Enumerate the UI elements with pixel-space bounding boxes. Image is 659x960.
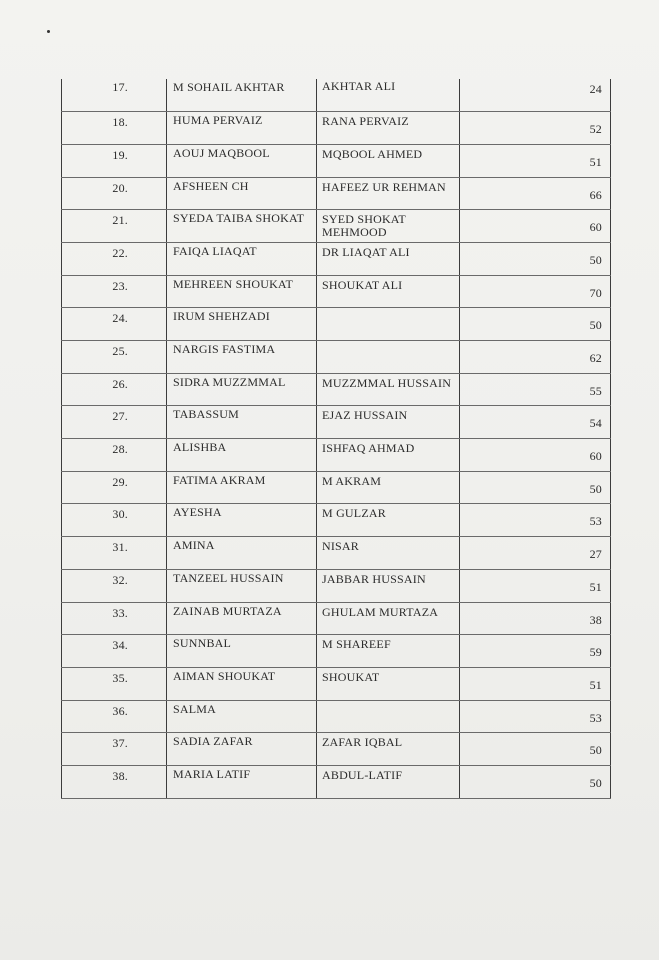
serial-number-cell: 35. xyxy=(62,667,167,700)
father-name-cell: M GULZAR xyxy=(317,504,460,537)
father-name-cell: AKHTAR ALI xyxy=(317,79,460,112)
father-name-cell xyxy=(317,341,460,374)
father-name-cell: EJAZ HUSSAIN xyxy=(317,406,460,439)
serial-number-cell: 17. xyxy=(62,79,167,112)
father-name-cell: SHOUKAT xyxy=(317,667,460,700)
student-name-cell: AFSHEEN CH xyxy=(167,177,317,210)
father-name-cell: SHOUKAT ALI xyxy=(317,275,460,308)
serial-number-cell: 25. xyxy=(62,341,167,374)
table-row xyxy=(62,373,611,406)
student-name-cell: HUMA PERVAIZ xyxy=(167,112,317,145)
marks-cell: 51 xyxy=(460,667,611,700)
student-name-cell: SIDRA MUZZMMAL xyxy=(167,373,317,406)
serial-number-cell: 19. xyxy=(62,144,167,177)
marks-cell: 66 xyxy=(460,177,611,210)
father-name-cell: ABDUL-LATIF xyxy=(317,765,460,798)
father-name-cell: M SHAREEF xyxy=(317,635,460,668)
table-row xyxy=(62,471,611,504)
marks-cell: 60 xyxy=(460,210,611,243)
serial-number-cell: 26. xyxy=(62,373,167,406)
student-name-cell: TANZEEL HUSSAIN xyxy=(167,569,317,602)
marks-cell: 50 xyxy=(460,765,611,798)
marks-cell: 50 xyxy=(460,242,611,275)
table-row xyxy=(62,275,611,308)
serial-number-cell: 21. xyxy=(62,210,167,243)
serial-number-cell: 20. xyxy=(62,177,167,210)
father-name-cell: DR LIAQAT ALI xyxy=(317,242,460,275)
student-name-cell: ZAINAB MURTAZA xyxy=(167,602,317,635)
serial-number-cell: 36. xyxy=(62,700,167,733)
table-row xyxy=(62,635,611,668)
student-name-cell: SADIA ZAFAR xyxy=(167,733,317,766)
student-name-cell: M SOHAIL AKHTAR xyxy=(167,79,317,112)
student-name-cell: NARGIS FASTIMA xyxy=(167,341,317,374)
father-name-cell: SYED SHOKAT MEHMOOD xyxy=(317,210,460,243)
marks-cell: 50 xyxy=(460,308,611,341)
table-row xyxy=(62,144,611,177)
table-row xyxy=(62,242,611,275)
serial-number-cell: 30. xyxy=(62,504,167,537)
table-row xyxy=(62,79,611,112)
table-row xyxy=(62,406,611,439)
father-name-cell: M AKRAM xyxy=(317,471,460,504)
table-body xyxy=(62,79,611,798)
serial-number-cell: 28. xyxy=(62,439,167,472)
father-name-cell: MUZZMMAL HUSSAIN xyxy=(317,373,460,406)
student-name-cell: TABASSUM xyxy=(167,406,317,439)
serial-number-cell: 24. xyxy=(62,308,167,341)
marks-cell: 53 xyxy=(460,700,611,733)
serial-number-cell: 34. xyxy=(62,635,167,668)
serial-number-cell: 22. xyxy=(62,242,167,275)
table-row xyxy=(62,765,611,798)
serial-number-cell: 37. xyxy=(62,733,167,766)
father-name-cell xyxy=(317,308,460,341)
student-name-cell: AYESHA xyxy=(167,504,317,537)
student-marks-table xyxy=(61,79,611,799)
father-name-cell: HAFEEZ UR REHMAN xyxy=(317,177,460,210)
marks-cell: 55 xyxy=(460,373,611,406)
table-row xyxy=(62,112,611,145)
serial-number-cell: 38. xyxy=(62,765,167,798)
marks-cell: 50 xyxy=(460,733,611,766)
marks-cell: 54 xyxy=(460,406,611,439)
table-row xyxy=(62,602,611,635)
marks-cell: 62 xyxy=(460,341,611,374)
student-name-cell: SUNNBAL xyxy=(167,635,317,668)
student-name-cell: ALISHBA xyxy=(167,439,317,472)
serial-number-cell: 18. xyxy=(62,112,167,145)
table-row xyxy=(62,667,611,700)
table-row xyxy=(62,537,611,570)
student-name-cell: SYEDA TAIBA SHOKAT xyxy=(167,210,317,243)
student-name-cell: MARIA LATIF xyxy=(167,765,317,798)
father-name-cell: JABBAR HUSSAIN xyxy=(317,569,460,602)
marks-cell: 24 xyxy=(460,79,611,112)
marks-cell: 59 xyxy=(460,635,611,668)
marks-cell: 70 xyxy=(460,275,611,308)
marks-cell: 53 xyxy=(460,504,611,537)
father-name-cell: NISAR xyxy=(317,537,460,570)
student-name-cell: SALMA xyxy=(167,700,317,733)
student-name-cell: FATIMA AKRAM xyxy=(167,471,317,504)
marks-cell: 27 xyxy=(460,537,611,570)
father-name-cell: ZAFAR IQBAL xyxy=(317,733,460,766)
marks-cell: 51 xyxy=(460,569,611,602)
table-row xyxy=(62,700,611,733)
student-name-cell: AMINA xyxy=(167,537,317,570)
student-name-cell: MEHREEN SHOUKAT xyxy=(167,275,317,308)
serial-number-cell: 29. xyxy=(62,471,167,504)
student-name-cell: FAIQA LIAQAT xyxy=(167,242,317,275)
serial-number-cell: 31. xyxy=(62,537,167,570)
marks-cell: 60 xyxy=(460,439,611,472)
student-name-cell: AIMAN SHOUKAT xyxy=(167,667,317,700)
father-name-cell xyxy=(317,700,460,733)
father-name-cell: GHULAM MURTAZA xyxy=(317,602,460,635)
table-row xyxy=(62,439,611,472)
table-row xyxy=(62,504,611,537)
table-row xyxy=(62,210,611,243)
father-name-cell: ISHFAQ AHMAD xyxy=(317,439,460,472)
student-name-cell: IRUM SHEHZADI xyxy=(167,308,317,341)
ink-dot xyxy=(47,30,50,33)
marks-cell: 38 xyxy=(460,602,611,635)
serial-number-cell: 23. xyxy=(62,275,167,308)
serial-number-cell: 32. xyxy=(62,569,167,602)
father-name-cell: MQBOOL AHMED xyxy=(317,144,460,177)
table-row xyxy=(62,177,611,210)
table-row xyxy=(62,733,611,766)
table-row xyxy=(62,569,611,602)
student-name-cell: AOUJ MAQBOOL xyxy=(167,144,317,177)
marks-cell: 52 xyxy=(460,112,611,145)
table-row xyxy=(62,308,611,341)
serial-number-cell: 27. xyxy=(62,406,167,439)
serial-number-cell: 33. xyxy=(62,602,167,635)
table-row xyxy=(62,341,611,374)
marks-cell: 50 xyxy=(460,471,611,504)
marks-cell: 51 xyxy=(460,144,611,177)
father-name-cell: RANA PERVAIZ xyxy=(317,112,460,145)
